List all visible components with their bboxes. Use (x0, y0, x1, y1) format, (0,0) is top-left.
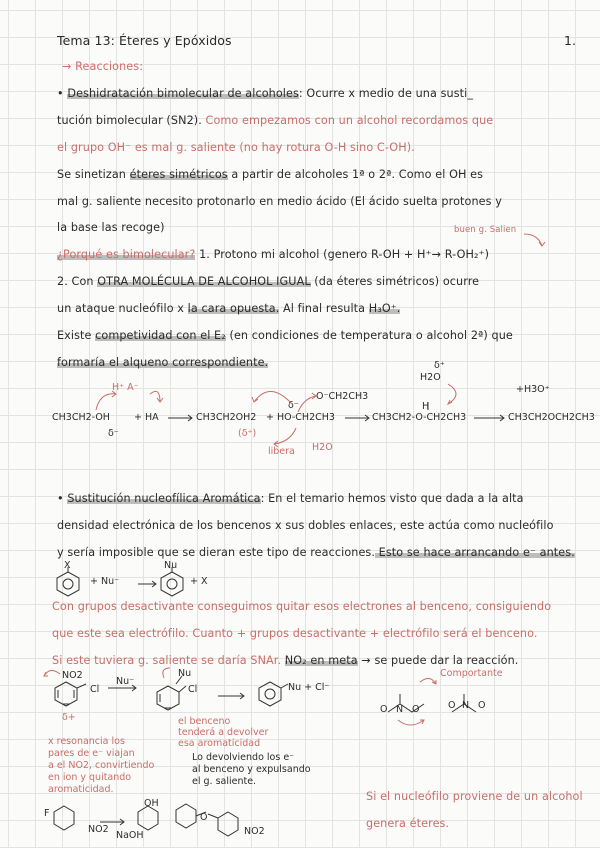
mechanism-2-structures (0, 664, 600, 734)
mech2-cl-2: Cl (188, 684, 198, 695)
nitro-n: N (396, 704, 404, 715)
nitro-o2: O (412, 704, 420, 715)
scheme-nu-label: Nu (164, 560, 178, 571)
deshidratacion-line-7 (57, 248, 489, 261)
highlight-eteres-simetricos: éteres simétricos (129, 168, 228, 181)
mech2-nu-minus: Nu⁻ (116, 676, 135, 687)
page-number: 1. (564, 33, 577, 48)
deshidratacion-line-9 (57, 302, 400, 315)
ex-no2-b: NO2 (244, 826, 265, 837)
mech1-delta-top: δ⁺ (434, 360, 445, 371)
bullet: • (57, 87, 64, 100)
sustitucion-line-1 (57, 492, 524, 505)
text: 1. Protono mi alcohol (genero R-OH + H⁺→ R-OH₂⁺) (195, 248, 490, 261)
text-red: Como empezamos con un alcohol recordamos que (201, 114, 494, 127)
resonance-note-3: a el NO2, convirtiendo (48, 760, 155, 771)
sustitucion-red-2: que este sea electrófilo. Cuanto + grupos desactivante + electrófilo será el benceno. (52, 627, 538, 640)
text: Al final resulta (279, 302, 369, 315)
highlight-alqueno: formaría el alqueno correspondiente. (57, 356, 269, 369)
mech1-delta-o: δ⁻ (108, 428, 119, 439)
section-reacciones: → Reacciones: (62, 60, 144, 73)
scheme-plus-nu: + Nu⁻ (90, 576, 120, 587)
text: : Ocurre x medio de una susti_ (298, 87, 474, 100)
highlight-no2-meta: NO₂ en meta (284, 654, 358, 667)
devuelve-note-2: al benceno y expulsando (192, 764, 311, 775)
note-benceno-2: tenderá a devolver (178, 727, 269, 738)
arrow-buen-saliente (520, 230, 560, 250)
deshidratacion-line-6: la base las recoge) (57, 221, 165, 234)
note-benceno-3: esa aromaticidad (178, 738, 261, 749)
highlight-cara-opuesta: la cara opuesta. (187, 302, 280, 315)
nitro-n2: N (462, 700, 470, 711)
mech1-h-label: H (422, 401, 430, 412)
mech1-intermediate-2: CH3CH2-O-CH2CH3 (372, 412, 467, 423)
resonance-note-2: pares de e⁻ viajan (48, 748, 135, 759)
mechanism-1-arrows (0, 372, 600, 472)
text: (da éteres simétricos) ocurre (310, 275, 480, 288)
sustitucion-heading: Sustitución nucleofílica Aromática (67, 492, 261, 505)
mech1-o-minus: O⁻CH2CH3 (316, 391, 369, 402)
text: Se sinetizan (57, 168, 130, 181)
highlight-h3o: H₃O⁺. (368, 302, 401, 315)
text: un ataque nucleófilo x (57, 302, 188, 315)
ex-o-label: O (200, 812, 208, 823)
mech2-nu-cl: Nu (178, 668, 192, 679)
mech1-product: CH3CH2OCH2CH3 (508, 412, 595, 423)
resonance-note-4: en ion y quitando (48, 772, 132, 783)
mech1-plus-hoch: + HO-CH2CH3 (266, 412, 335, 423)
mech1-intermediate-1: CH3CH2OH2 (196, 412, 257, 423)
ex-no2-label: NO2 (88, 824, 109, 835)
deshidratacion-line-11 (57, 356, 268, 369)
deshidratacion-line-10 (57, 329, 513, 342)
scheme-plus-x: + X (190, 576, 208, 587)
deshidratacion-line-3: el grupo OH⁻ es mal g. saliente (no hay rotura O-H sino C-OH). (57, 141, 415, 154)
note-benceno-1: el benceno (178, 716, 231, 727)
mech1-ha: + HA (134, 412, 159, 423)
mech1-delta-plus: (δ⁺) (238, 428, 257, 439)
resonance-note-1: x resonancia los (48, 736, 125, 747)
mech1-h2o-top: H2O (420, 372, 441, 383)
ex-naoh: NaOH (116, 830, 144, 841)
deshidratacion-line-5: mal g. saliente necesito protonarlo en medio ácido (El ácido suelta protones y (57, 195, 502, 208)
mech2-cl: Cl (90, 684, 100, 695)
text: → se puede dar la reacción. (357, 654, 519, 667)
nitro-o1: O (380, 704, 388, 715)
page-title: Tema 13: Éteres y Epóxidos (57, 33, 232, 48)
footer-line-2: genera éteres. (366, 817, 450, 830)
mech2-no2: NO2 (62, 670, 83, 681)
text: a partir de alcoholes 1ª o 2ª. Como el OH es (227, 168, 484, 181)
footer-line-1: Si el nucleófilo proviene de un alcohol (366, 790, 583, 803)
resonance-note-5: aromaticidad. (48, 784, 114, 795)
text: 2. Con (57, 275, 98, 288)
note-buen-saliente: buen g. Salien (454, 225, 517, 235)
sustitucion-line-2: densidad electrónica de los bencenos x sus dobles enlaces, este actúa como nucleófilo (57, 519, 554, 532)
devuelve-note-3: el g. saliente. (192, 776, 257, 787)
devuelve-note-1: Lo devolviendo los e⁻ (192, 752, 295, 763)
exercise-structures (40, 798, 300, 848)
mech1-h-a: H⁺ A⁻ (112, 382, 139, 393)
text: (en condiciones de temperatura o alcohol 2ª) que (225, 329, 513, 342)
highlight-competividad: competividad con el E₂ (95, 329, 226, 342)
text: : En el temario hemos visto que dada a la alta (260, 492, 524, 505)
ex-f-label: F (44, 808, 50, 819)
ex-oh-label: OH (144, 798, 159, 809)
nitro-o3: O (448, 700, 456, 711)
text-red: Si este tuviera g. saliente se daría SNAr. (52, 654, 282, 667)
scheme-x-label: X (64, 560, 71, 571)
mech1-h2o: H2O (312, 442, 333, 453)
highlight-otra-molecula: OTRA MOLÉCULA DE ALCOHOL IGUAL (97, 275, 311, 288)
text: Existe (57, 329, 96, 342)
sustitucion-red-1: Con grupos desactivante conseguimos quitar esos electrones al benceno, consiguiendo (52, 600, 552, 613)
mech2-nu-plus: Nu + Cl⁻ (288, 682, 330, 693)
mech2-delta-plus: δ+ (62, 712, 76, 723)
deshidratacion-line-8 (57, 275, 479, 288)
mech1-delta-mid: δ⁻ (288, 400, 299, 411)
mech1-h3o-plus: +H3O⁺ (516, 384, 550, 395)
nitro-o4: O (478, 700, 486, 711)
deshidratacion-line-1 (57, 87, 473, 100)
sustitucion-line-3 (57, 546, 575, 559)
deshidratacion-line-4 (57, 168, 483, 181)
mech1-reactant: CH3CH2-OH (52, 412, 110, 423)
deshidratacion-line-2 (57, 114, 493, 127)
text: y sería imposible que se dieran este tipo de reacciones. (57, 546, 376, 559)
deshidratacion-heading: Deshidratación bimolecular de alcoholes (67, 87, 299, 100)
text: tución bimolecular (SN2). (57, 114, 202, 127)
importante-note: Comportante (440, 668, 503, 679)
mech1-libera: libera (268, 446, 295, 457)
porque-bimolecular: ¿Porqué es bimolecular? (57, 248, 196, 261)
bullet: • (57, 492, 64, 505)
highlight-arrancando: Esto se hace arrancando e⁻ antes. (375, 546, 575, 559)
